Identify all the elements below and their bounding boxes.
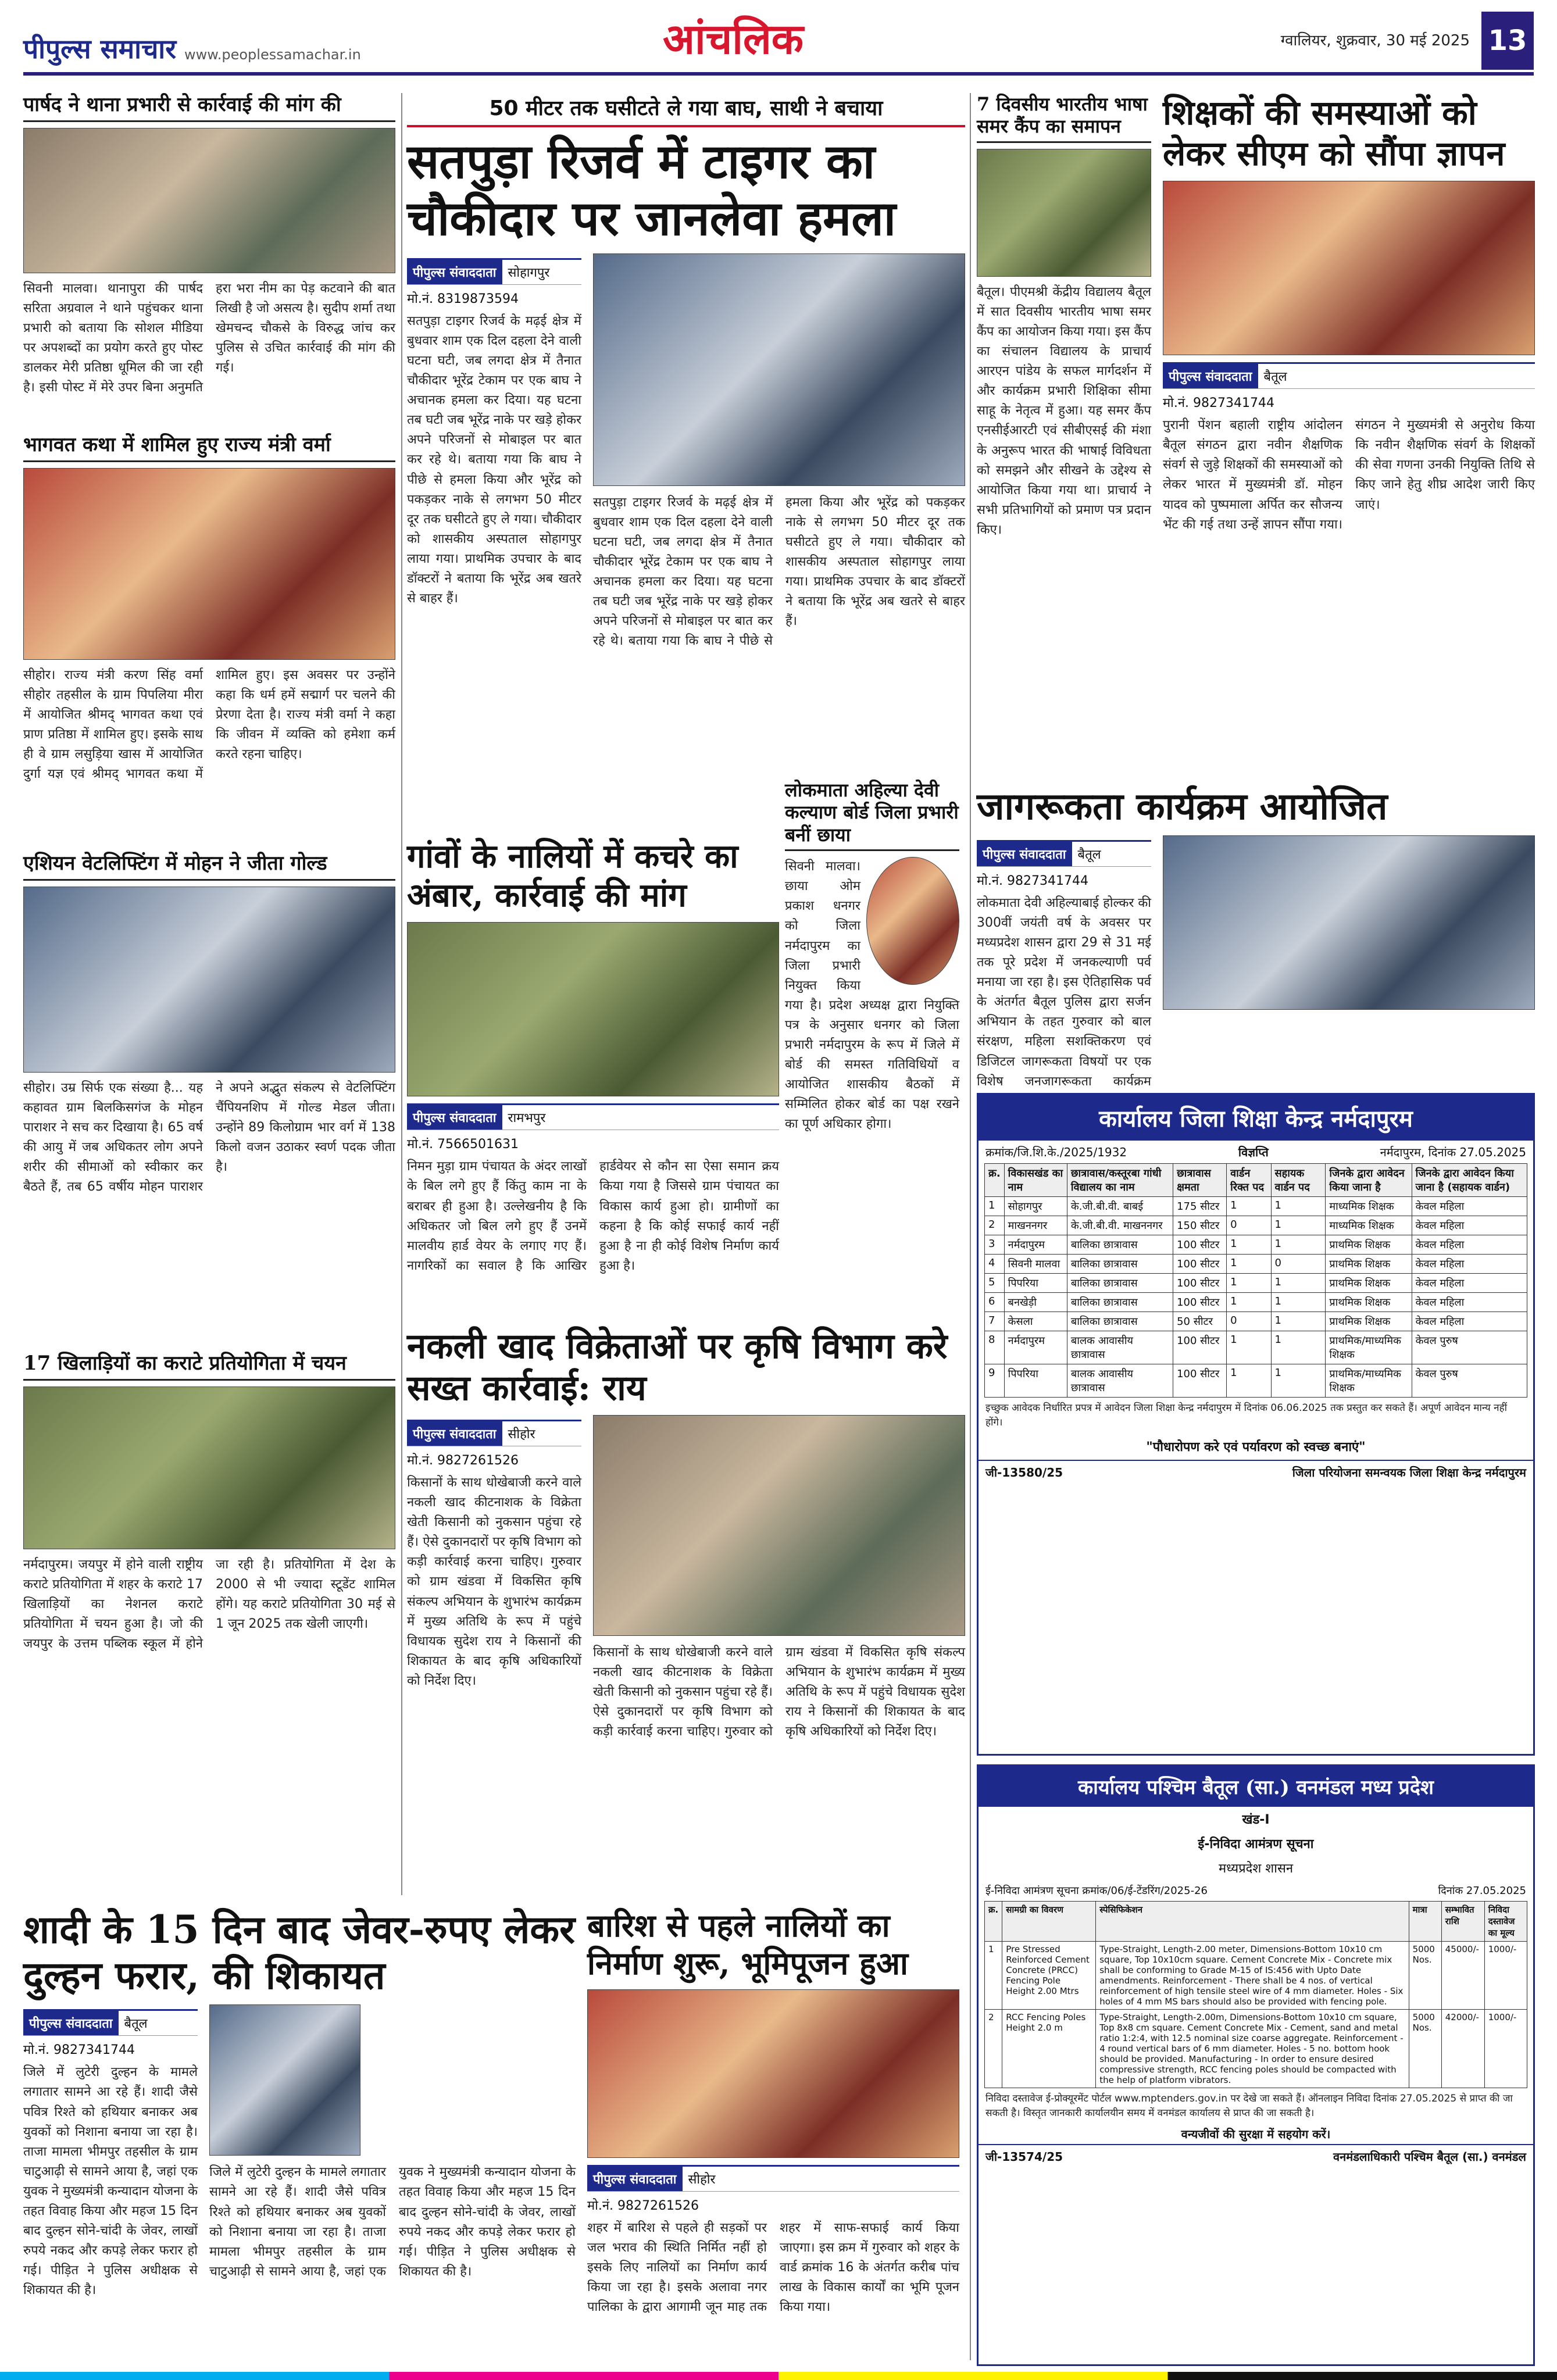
byline <box>407 1420 581 1446</box>
story-photo <box>1163 835 1535 1010</box>
table-cell: नर्मदापुरम <box>1004 1235 1067 1255</box>
table-header: छात्रावास क्षमता <box>1173 1164 1227 1197</box>
table-cell: 1 <box>1227 1293 1271 1312</box>
table-cell: 1 <box>1227 1274 1271 1293</box>
byline <box>1163 362 1535 389</box>
table-cell: Pre Stressed Reinforced Cement Concrete (PRCC) Fencing Pole Height 2.00 Mtrs <box>1002 1942 1096 2010</box>
byline-reporter: पीपुल्स संवाददाता <box>23 2011 119 2035</box>
byline-phone: मो.नं. 7566501631 <box>407 1137 519 1152</box>
table-cell: 8 <box>985 1331 1005 1364</box>
table-cell: 7 <box>985 1312 1005 1331</box>
dateline: ग्वालियर, शुक्रवार, 30 मई 2025 <box>1280 32 1470 49</box>
table-row <box>985 1312 1527 1331</box>
table-cell: Type-Straight, Length-2.00 meter, Dimensions-Bottom 10x10 cm square, Top 10x10cm square. Cement Concrete Mix - Concrete mix shall be conforming to Grade M-15 of IS:456 with Upto Date amendments. Reinforcement - There shall be 4 nos. of vertical reinforcement of high tensile steel wire of 4 mm diameter. Holes - Six holes of 4 mm MS bars should also be provided with fencing pole. <box>1096 1942 1409 2010</box>
story-runaway-bride <box>23 1907 576 2366</box>
table-cell: 1 <box>1227 1235 1271 1255</box>
table-cell: प्राथमिक शिक्षक <box>1326 1235 1412 1255</box>
table-cell: पिपरिया <box>1004 1274 1067 1293</box>
table-cell: 1 <box>1271 1312 1326 1331</box>
table-cell: केवल महिला <box>1412 1293 1527 1312</box>
table-cell: 1 <box>1271 1216 1326 1235</box>
column-divider <box>970 93 971 2360</box>
story-headline: सतपुड़ा रिजर्व में टाइगर का चौकीदार पर जानलेवा हमला <box>407 134 897 247</box>
table-row <box>985 1942 1527 2010</box>
table-cell: केवल महिला <box>1412 1312 1527 1331</box>
table-cell: 0 <box>1227 1216 1271 1235</box>
table-cell: बनखेड़ी <box>1004 1293 1067 1312</box>
ad-title: कार्यालय पश्चिम बैतूल (सा.) वनमंडल मध्य प्रदेश <box>979 1766 1533 1807</box>
table-cell: 100 सीटर <box>1173 1255 1227 1274</box>
table-cell: 150 सीटर <box>1173 1216 1227 1235</box>
table-row <box>985 1293 1527 1312</box>
ad-date: दिनांक 27.05.2025 <box>1438 1885 1526 1897</box>
table-cell: 3 <box>985 1235 1005 1255</box>
table-cell: 100 सीटर <box>1173 1235 1227 1255</box>
story-photo <box>977 149 1151 277</box>
table-cell: 2 <box>985 2010 1002 2088</box>
table-cell: सिवनी मालवा <box>1004 1255 1067 1274</box>
table-header: छात्रावास/कस्तूरबा गांधी विद्यालय का नाम <box>1067 1164 1173 1197</box>
ad-title: कार्यालय जिला शिक्षा केन्द्र नर्मदापुरम <box>979 1095 1533 1141</box>
table-cell: 1 <box>985 1942 1002 2010</box>
table-cell: केवल महिला <box>1412 1197 1527 1216</box>
table-header: सम्भावित राशि <box>1441 1902 1484 1942</box>
byline-reporter: पीपुल्स संवाददाता <box>407 1105 502 1130</box>
page-number: 13 <box>1481 12 1534 70</box>
table-row <box>985 1216 1527 1235</box>
table-header: स्पेसिफिकेशन <box>1096 1902 1409 1942</box>
ad-forest-tender <box>977 1764 1535 2366</box>
story-councillor <box>23 93 395 419</box>
byline-phone: मो.नं. 8319873594 <box>407 291 519 306</box>
story-fake-fertilizer <box>407 1325 965 1849</box>
table-cell: 1 <box>1271 1331 1326 1364</box>
table-cell: प्राथमिक शिक्षक <box>1326 1312 1412 1331</box>
table-cell: 1000/- <box>1484 1942 1527 2010</box>
table-row <box>985 1197 1527 1216</box>
byline-phone: मो.नं. 9827261526 <box>407 1453 519 1468</box>
ad-ref: क्रमांक/जि.शि.के./2025/1932 <box>985 1145 1127 1159</box>
ad-code: जी-13580/25 <box>985 1466 1063 1480</box>
byline-reporter: पीपुल्स संवाददाता <box>977 842 1072 866</box>
story-drain-garbage <box>407 837 779 1314</box>
table-cell: 100 सीटर <box>1173 1293 1227 1312</box>
table-header: सहायक वार्डन पद <box>1271 1164 1326 1197</box>
table-cell: माध्यमिक शिक्षक <box>1326 1197 1412 1216</box>
story-photo <box>587 1989 959 2158</box>
table-header: जिनके द्वारा आवेदन किया जाना है <box>1326 1164 1412 1197</box>
table-cell: बालक आवासीय छात्रावास <box>1067 1364 1173 1398</box>
story-headline: नकली खाद विक्रेताओं पर कृषि विभाग करे सख्त कार्रवाई: राय <box>407 1326 948 1409</box>
table-cell: 1 <box>1271 1293 1326 1312</box>
story-body: बैतूल। पीएमश्री केंद्रीय विद्यालय बैतूल में सात दिवसीय भारतीय भाषा समर कैंप का आयोजन किया गया। इस कैंप का संचालन विद्यालय के प्राचार्य आरएन पांडेय के सफल मार्गदर्शन में और कार्यक्रम प्रभारी शिक्षिका सीमा साहू के नेतृत्व में हुआ। यह समर कैंप एनसीईआरटी एवं सीबीएसई की मंशा के अनुरूप भारत की भाषाई विविधता को समझने और सीखने के उद्देश्य से आयोजित किया गया था। प्राचार्य ने सभी प्रतिभागियों को प्रमाण पत्र प्रदान किए। <box>977 284 1151 537</box>
story-headline: 7 दिवसीय भारतीय भाषा समर कैंप का समापन <box>977 93 1151 143</box>
story-body: सिवनी मालवा। छाया ओम प्रकाश धनगर को जिला नर्मदापुरम का जिला प्रभारी नियुक्त किया गया है। प्रदेश अध्यक्ष द्वारा नियुक्ति पत्र के अनुसार धनगर को जिला प्रभारी नर्मदापुरम के रूप में जिले में बोर्ड की समस्त गतिविधियों व आयोजित शासकीय बैठकों में सम्मिलित होकर बोर्ड का पक्ष रखने का पूर्ण अधिकार होगा। <box>785 859 959 1132</box>
ad-signatory: वनमंडलाधिकारी पश्चिम बैतूल (सा.) वनमंडल <box>1333 2150 1526 2164</box>
table-cell: केवल महिला <box>1412 1216 1527 1235</box>
table-cell: 1 <box>1271 1274 1326 1293</box>
column-divider <box>401 93 402 1895</box>
byline-place: बैतूल <box>1263 370 1287 385</box>
table-cell: सोहागपुर <box>1004 1197 1067 1216</box>
table-cell: 0 <box>1227 1312 1271 1331</box>
story-photo <box>23 1386 395 1549</box>
story-headline: गांवों के नालियों में कचरे का अंबार, कार्रवाई की मांग <box>407 837 738 915</box>
table-cell: केवल महिला <box>1412 1274 1527 1293</box>
story-body: पुरानी पेंशन बहाली राष्ट्रीय आंदोलन बैतूल संगठन द्वारा नवीन शैक्षणिक संवर्ग से जुड़े शिक्षकों की समस्याओं को लेकर भारत में मुख्यमंत्री डॉ. मोहन यादव को पुष्पमाला अर्पित कर सौजन्य भेंट की गई तथा उन्हें ज्ञापन सौंपा गया। संगठन ने मुख्यमंत्री से अनुरोध किया कि नवीन शैक्षणिक संवर्ग के शिक्षकों की सेवा गणना उनकी नियुक्ति तिथि से किए जाने हेतु शीघ्र आदेश जारी किए जाएं। <box>1163 418 1535 532</box>
ad-footer <box>979 1460 1533 1484</box>
table-cell: 6 <box>985 1293 1005 1312</box>
table-cell: 100 सीटर <box>1173 1274 1227 1293</box>
byline-phone: मो.नं. 9827261526 <box>587 2198 699 2213</box>
byline-reporter: पीपुल्स संवाददाता <box>1163 364 1258 388</box>
ad-slogan: "पौधारोपण करे एवं पर्यावरण को स्वच्छ बनाएं" <box>1146 1440 1366 1455</box>
table-header: निविदा दस्तावेज का मूल्य <box>1484 1902 1527 1942</box>
table-cell: के.जी.बी.वी. माखननगर <box>1067 1216 1173 1235</box>
story-headline: शिक्षकों की समस्याओं को लेकर सीएम को सौंपा ज्ञापन <box>1163 93 1505 173</box>
byline-phone: मो.नं. 9827341744 <box>977 873 1089 888</box>
table-cell: प्राथमिक शिक्षक <box>1326 1293 1412 1312</box>
byline <box>587 2165 959 2192</box>
table-cell: 100 सीटर <box>1173 1331 1227 1364</box>
ad-slogan: वन्यजीवों की सुरक्षा में सहयोग करें। <box>1181 2127 1331 2142</box>
story-headline: एशियन वेटलिफ्टिंग में मोहन ने जीता गोल्ड <box>23 852 395 881</box>
story-photo <box>23 887 395 1073</box>
table-cell: माध्यमिक शिक्षक <box>1326 1216 1412 1235</box>
ad-code: जी-13574/25 <box>985 2150 1063 2164</box>
story-body: सीहोर। राज्य मंत्री करण सिंह वर्मा सीहोर तहसील के ग्राम पिपलिया मीरा में आयोजित श्रीमद् भागवत कथा एवं प्राण प्रतिष्ठा में शामिल हुए। इसके साथ ही वे ग्राम लसुड़िया खास में आयोजित दुर्गा यज्ञ एवं श्रीमद् भागवत कथा में शामिल हुए। इस अवसर पर उन्होंने कहा कि धर्म हमें सद्मार्ग पर चलने की प्रेरणा देता है। राज्य मंत्री वर्मा ने कहा कि जीवन में व्यक्ति को हमेशा कर्म करते रहना चाहिए। <box>23 667 395 782</box>
table-row <box>985 2010 1527 2088</box>
byline-place: सीहोर <box>508 1427 535 1442</box>
story-body: लोकमाता देवी अहिल्याबाई होल्कर की 300वीं जयंती वर्ष के अवसर पर मध्यप्रदेश शासन द्वारा 29 से 31 मई तक पूरे प्रदेश में जनकल्याणी पर्व मनाया जा रहा है। इस ऐतिहासिक पर्व के अंतर्गत बैतूल पुलिस द्वारा सर्जन अभियान के तहत गुरुवार को बाल संरक्षण, महिला सशक्तिकरण एवं डिजिटल जागरूकता विषयों पर एक विशेष जनजागरूकता कार्यक्रम <box>977 895 1151 1089</box>
byline <box>977 840 1151 867</box>
story-body: नर्मदापुरम। जयपुर में होने वाली राष्ट्रीय कराटे प्रतियोगिता में शहर के कराटे 17 खिलाड़ियों का नेशनल कराटे प्रतियोगिता में चयन हुआ है। जो की जयपुर के उत्तम पब्लिक स्कूल में होने जा रही है। प्रतियोगिता में देश के 2000 से भी ज्यादा स्टूडेंट शामिल होंगे। यह कराटे प्रतियोगिता 30 मई से 1 जून 2025 तक खेली जाएगी। <box>23 1557 395 1652</box>
byline-phone: मो.नं. 9827341744 <box>23 2043 135 2058</box>
byline-place: रामभपुर <box>508 1111 546 1126</box>
story-body: शहर में बारिश से पहले ही सड़कों पर जल भराव की स्थिति निर्मित नहीं हो इसके लिए नालियों का निर्माण कार्य किया जा रहा है। इसके अलावा नगर पालिका के द्वारा आगामी जून माह तक शहर में साफ-सफाई कार्य किया जाएगा। इस क्रम में गुरुवार को शहर के वार्ड क्रमांक 16 के अंतर्गत करीब पांच लाख के विकास कार्यों का भूमि पूजन किया गया। <box>587 2220 959 2314</box>
table-header: मात्रा <box>1409 1902 1441 1942</box>
table-cell: माखननगर <box>1004 1216 1067 1235</box>
byline-place: बैतूल <box>124 2017 148 2032</box>
table-cell: बालिका छात्रावास <box>1067 1274 1173 1293</box>
story-body: सीहोर। उम्र सिर्फ एक संख्या है... यह कहावत ग्राम बिलकिसगंज के मोहन पाराशर ने सच कर दिखाया है। 65 वर्ष की आयु में जब अधिकतर लोग अपने शरीर की सीमाओं को स्वीकार कर बैठते हैं, तब 65 वर्षीय मोहन पाराशर ने अपने अद्भुत संकल्प से वेटलिफ्टिंग चैंपियनशिप में गोल्ड मेडल जीता। उन्होंने 89 किलोग्राम भार वर्ग में 138 किलो वजन उठाकर स्वर्ण पदक जीता है। <box>23 1080 395 1195</box>
ad-date: नर्मदापुरम, दिनांक 27.05.2025 <box>1380 1145 1526 1159</box>
ad-footer <box>979 2144 1533 2168</box>
story-teachers-memo <box>1163 93 1535 814</box>
table-cell: RCC Fencing Poles Height 2.0 m <box>1002 2010 1096 2088</box>
table-cell: प्राथमिक/माध्यमिक शिक्षक <box>1326 1331 1412 1364</box>
story-body: सिवनी मालवा। थानापुरा की पार्षद सरिता अग्रवाल ने थाने पहुंचकर थाना प्रभारी को बताया कि सोशल मीडिया पर अपशब्दों का प्रयोग करते हुए पोस्ट डालकर मेरी प्रतिष्ठा धूमिल की जा रही है। इसी पोस्ट में मेरे उपर बिना अनुमति हरा भरा नीम का पेड़ कटवाने की बात लिखी है जो असत्य है। सुदीप शर्मा तथा खेमचन्द चौकसे के विरुद्ध जांच कर पुलिस से उचित कार्रवाई की मांग की गई। <box>23 281 395 395</box>
table-cell: प्राथमिक/माध्यमिक शिक्षक <box>1326 1364 1412 1398</box>
table-cell: के.जी.बी.वी. बाबई <box>1067 1197 1173 1216</box>
table-cell: प्राथमिक शिक्षक <box>1326 1255 1412 1274</box>
byline-reporter: पीपुल्स संवाददाता <box>407 1421 502 1446</box>
byline <box>407 1103 779 1130</box>
byline-place: बैतूल <box>1077 847 1101 862</box>
story-photo <box>209 2004 360 2156</box>
table-cell: 1 <box>1271 1235 1326 1255</box>
table-cell: 9 <box>985 1364 1005 1398</box>
story-headline: पार्षद ने थाना प्रभारी से कार्रवाई की मांग की <box>23 93 395 122</box>
byline-reporter: पीपुल्स संवाददाता <box>587 2167 683 2191</box>
story-body: जिले में लुटेरी दुल्हन के मामले लगातार सामने आ रहे हैं। शादी जैसे पवित्र रिश्ते को हथियार बनाकर अब युवकों को निशाना बनाया जा रहा है। ताजा मामला भीमपुर तहसील के ग्राम चाटुआढ़ी से सामने आया है, जहां एक युवक ने मुख्यमंत्री कन्यादान योजना के तहत विवाह किया और महज 15 दिन बाद दुल्हन सोने-चांदी के जेवर, लाखों रुपये नकद और कपड़े लेकर फरार हो गई। पीड़ित ने पुलिस अधीक्षक से शिकायत की है। <box>23 2065 198 2298</box>
website-url[interactable]: www.peoplessamachar.in <box>184 47 361 63</box>
table-header: क्र. <box>985 1164 1005 1197</box>
ad-sub: विज्ञप्ति <box>1238 1145 1269 1159</box>
table-cell: 1000/- <box>1484 2010 1527 2088</box>
table-row <box>985 1255 1527 1274</box>
ad-education-notice <box>977 1093 1535 1756</box>
table-cell: 1 <box>1271 1364 1326 1398</box>
table-cell: 1 <box>1227 1197 1271 1216</box>
story-headline: बारिश से पहले नालियों का निर्माण शुरू, भूमिपूजन हुआ <box>587 1907 908 1982</box>
table-cell: केसला <box>1004 1312 1067 1331</box>
table-cell: 175 सीटर <box>1173 1197 1227 1216</box>
story-photo <box>593 1415 965 1636</box>
table-cell: केवल महिला <box>1412 1255 1527 1274</box>
newspaper-brand: पीपुल्स समाचार <box>23 33 177 65</box>
table-header: क्र. <box>985 1902 1002 1942</box>
story-chhaya-appointed <box>785 779 959 1314</box>
table-cell: 1 <box>985 1197 1005 1216</box>
ad-signatory: जिला परियोजना समन्वयक जिला शिक्षा केन्द्र नर्मदापुरम <box>1292 1466 1526 1480</box>
table-cell: पिपरिया <box>1004 1364 1067 1398</box>
table-header: जिनके द्वारा आवेदन किया जाना है (सहायक वार्डन) <box>1412 1164 1527 1197</box>
story-photo <box>23 468 395 660</box>
ad-sub: खंड-I <box>1242 1813 1270 1827</box>
table-cell: बालिका छात्रावास <box>1067 1235 1173 1255</box>
table-cell: 5000 Nos. <box>1409 1942 1441 2010</box>
table-cell: केवल पुरुष <box>1412 1364 1527 1398</box>
table-header: वार्डन रिक्त पद <box>1227 1164 1271 1197</box>
table-cell: केवल पुरुष <box>1412 1331 1527 1364</box>
ad-table <box>984 1163 1527 1398</box>
story-body-continued: जिले में लुटेरी दुल्हन के मामले लगातार सामने आ रहे हैं। शादी जैसे पवित्र रिश्ते को हथियार बनाकर अब युवकों को निशाना बनाया जा रहा है। ताजा मामला भीमपुर तहसील के ग्राम चाटुआढ़ी से सामने आया है, जहां एक युवक ने मुख्यमंत्री कन्यादान योजना के तहत विवाह किया और महज 15 दिन बाद दुल्हन सोने-चांदी के जेवर, लाखों रुपये नकद और कपड़े लेकर फरार हो गई। पीड़ित ने पुलिस अधीक्षक से शिकायत की है। <box>209 2165 576 2279</box>
story-bhagwat-katha <box>23 433 395 840</box>
table-cell: 1 <box>1227 1255 1271 1274</box>
table-header: सामग्री का विवरण <box>1002 1902 1096 1942</box>
story-body-continued: सतपुड़ा टाइगर रिजर्व के मढ़ई क्षेत्र में बुधवार शाम एक दिल दहला देने वाली घटना घटी, जब लगदा क्षेत्र में तैनात चौकीदार भूरेंद्र टेकाम पर एक बाघ ने अचानक हमला कर दिया। यह घटना तब घटी जब भूरेंद्र नाके पर खड़े होकर अपने परिजनों से मोबाइल पर बात कर रहे थे। बताया गया कि बाघ ने पीछे से हमला किया और भूरेंद्र को पकड़कर नाके से लगभग 50 मीटर दूर तक घसीटते हुए ले गया। चौकीदार को शासकीय अस्पताल सोहागपुर लाया गया। प्राथमिक उपचार के बाद डॉक्टरों ने बताया कि भूरेंद्र अब खतरे से बाहर हैं। <box>593 495 965 649</box>
story-drain-construction <box>587 1907 959 2366</box>
table-cell: 0 <box>1271 1255 1326 1274</box>
ad-sub: मध्यप्रदेश शासन <box>1218 1861 1294 1876</box>
story-photo <box>407 922 779 1096</box>
ad-sub: ई-निविदा आमंत्रण सूचना <box>1198 1837 1314 1852</box>
ad-table <box>984 1901 1527 2088</box>
story-tiger-attack <box>407 93 965 826</box>
table-cell: 45000/- <box>1441 1942 1484 2010</box>
story-headline: लोकमाता अहिल्या देवी कल्याण बोर्ड जिला प्रभारी बनीं छाया <box>785 779 959 851</box>
table-cell: 50 सीटर <box>1173 1312 1227 1331</box>
section-title: आंचलिक <box>663 14 804 63</box>
table-cell: बालिका छात्रावास <box>1067 1293 1173 1312</box>
byline <box>23 2009 198 2036</box>
story-language-camp <box>977 93 1151 779</box>
story-body: निमन मुड़ा ग्राम पंचायत के अंदर लाखों के बिल लगे हुए हैं किंतु काम ना के बराबर ही हुआ है। उल्लेखनीय है कि अधिकतर जो बिल लगे हुए हैं उनमें मालवीय हार्ड वेयर के लगाए गए हैं। नागरिकों का सवाल है कि आखिर हार्डवेयर से कौन सा ऐसा समान क्रय किया गया है जिससे ग्राम पंचायत का विकास कार्य हुआ हो। ग्रामीणों का कहना है कि कोई सफाई कार्य नहीं हुआ है ना ही कोई विशेष निर्माण कार्य हुआ है। <box>407 1159 779 1273</box>
story-weightlifting <box>23 852 395 1340</box>
byline-place: सोहागपुर <box>508 265 550 280</box>
story-awareness-program <box>977 785 1535 1087</box>
byline-place: सीहोर <box>688 2172 716 2187</box>
table-cell: 100 सीटर <box>1173 1364 1227 1398</box>
table-cell: केवल महिला <box>1412 1235 1527 1255</box>
table-header: विकासखंड का नाम <box>1004 1164 1067 1197</box>
byline-reporter: पीपुल्स संवाददाता <box>407 260 502 284</box>
story-photo <box>593 253 965 486</box>
table-row <box>985 1235 1527 1255</box>
table-cell: बालिका छात्रावास <box>1067 1312 1173 1331</box>
table-row <box>985 1331 1527 1364</box>
story-karate <box>23 1352 395 1898</box>
table-row <box>985 1364 1527 1398</box>
table-cell: बालिका छात्रावास <box>1067 1255 1173 1274</box>
story-photo <box>1163 181 1535 355</box>
byline <box>407 258 581 285</box>
story-photo <box>23 128 395 273</box>
ad-ref: ई-निविदा आमंत्रण सूचना क्रमांक/06/ई-टेंडरिंग/2025-26 <box>985 1885 1208 1897</box>
story-body: सतपुड़ा टाइगर रिजर्व के मढ़ई क्षेत्र में बुधवार शाम एक दिल दहला देने वाली घटना घटी, जब लगदा क्षेत्र में तैनात चौकीदार भूरेंद्र टेकाम पर एक बाघ ने अचानक हमला कर दिया। यह घटना तब घटी जब भूरेंद्र नाके पर खड़े होकर अपने परिजनों से मोबाइल पर बात कर रहे थे। बताया गया कि बाघ ने पीछे से हमला किया और भूरेंद्र को पकड़कर नाके से लगभग 50 मीटर दूर तक घसीटते हुए ले गया। चौकीदार को शासकीय अस्पताल सोहागपुर लाया गया। प्राथमिक उपचार के बाद डॉक्टरों ने बताया कि भूरेंद्र अब खतरे से बाहर हैं। <box>407 313 581 606</box>
table-cell: 1 <box>1227 1331 1271 1364</box>
story-headline: जागरूकता कार्यक्रम आयोजित <box>977 785 1388 828</box>
ad-note: निविदा दस्तावेज ई-प्रोक्यूरमेंट पोर्टल www.mptenders.gov.in पर देखे जा सकते हैं। ऑनलाइन निविदा दिनांक 27.05.2025 से प्राप्त की जा सकती है। विस्तृत जानकारी कार्यालयीन समय में वनमंडल कार्यालय से प्राप्त की जा सकती है। <box>985 2093 1513 2119</box>
table-cell: 1 <box>1227 1364 1271 1398</box>
table-cell: बालक आवासीय छात्रावास <box>1067 1331 1173 1364</box>
table-cell: 4 <box>985 1255 1005 1274</box>
byline-phone: मो.नं. 9827341744 <box>1163 396 1275 411</box>
table-cell: 2 <box>985 1216 1005 1235</box>
table-row <box>985 1274 1527 1293</box>
story-headline: भागवत कथा में शामिल हुए राज्य मंत्री वर्मा <box>23 433 395 462</box>
table-cell: 1 <box>1271 1197 1326 1216</box>
story-headline: शादी के 15 दिन बाद जेवर-रुपए लेकर दुल्हन फरार, की शिकायत <box>23 1907 576 1999</box>
story-body: किसानों के साथ धोखेबाजी करने वाले नकली खाद कीटनाशक के विक्रेता खेती किसानी को नुकसान पहुंचा रहे हैं। ऐसे दुकानदारों पर कृषि विभाग को कड़ी कार्रवाई करना चाहिए। गुरुवार को ग्राम खंडवा में विकसित कृषि संकल्प अभियान के शुभारंभ कार्यक्रम में मुख्य अतिथि के रूप में पहुंचे विधायक सुदेश राय ने किसानों की शिकायत के बाद कृषि अधिकारियों को निर्देश दिए। <box>407 1475 581 1688</box>
table-cell: 5000 Nos. <box>1409 2010 1441 2088</box>
print-color-bar <box>0 2372 1557 2380</box>
ad-note: इच्छुक आवेदक निर्धारित प्रपत्र में आवेदन जिला शिक्षा केन्द्र नर्मदापुरम में दिनांक 06.06.2025 तक प्रस्तुत कर सकते हैं। अपूर्ण आवेदन मान्य नहीं होंगे। <box>985 1402 1508 1428</box>
table-cell: 42000/- <box>1441 2010 1484 2088</box>
story-photo <box>866 857 959 985</box>
story-kicker: 50 मीटर तक घसीटते ले गया बाघ, साथी ने बचाया <box>407 93 965 127</box>
table-cell: Type-Straight, Length-2.00m, Dimensions-Bottom 10x10 cm square, Top 8x8 cm square. Cement Concrete Mix - Cement, sand and metal ratio 1:2:4, with 12.5 nominal size coarse aggregate. Reinforcement - 4 round vertical bars of 6 mm diameter. Holes - 5 no. bottom hook should be provided. Manufacturing - In order to ensure desired compressive strength, RCC fencing poles should be compacted with the help of platform vibrators. <box>1096 2010 1409 2088</box>
story-body-continued: किसानों के साथ धोखेबाजी करने वाले नकली खाद कीटनाशक के विक्रेता खेती किसानी को नुकसान पहुंचा रहे हैं। ऐसे दुकानदारों पर कृषि विभाग को कड़ी कार्रवाई करना चाहिए। गुरुवार को ग्राम खंडवा में विकसित कृषि संकल्प अभियान के शुभारंभ कार्यक्रम में मुख्य अतिथि के रूप में पहुंचे विधायक सुदेश राय ने किसानों की शिकायत के बाद कृषि अधिकारियों को निर्देश दिए। <box>593 1645 965 1739</box>
story-headline: 17 खिलाड़ियों का कराटे प्रतियोगिता में चयन <box>23 1352 395 1381</box>
table-cell: नर्मदापुरम <box>1004 1331 1067 1364</box>
table-cell: 5 <box>985 1274 1005 1293</box>
table-cell: प्राथमिक शिक्षक <box>1326 1274 1412 1293</box>
